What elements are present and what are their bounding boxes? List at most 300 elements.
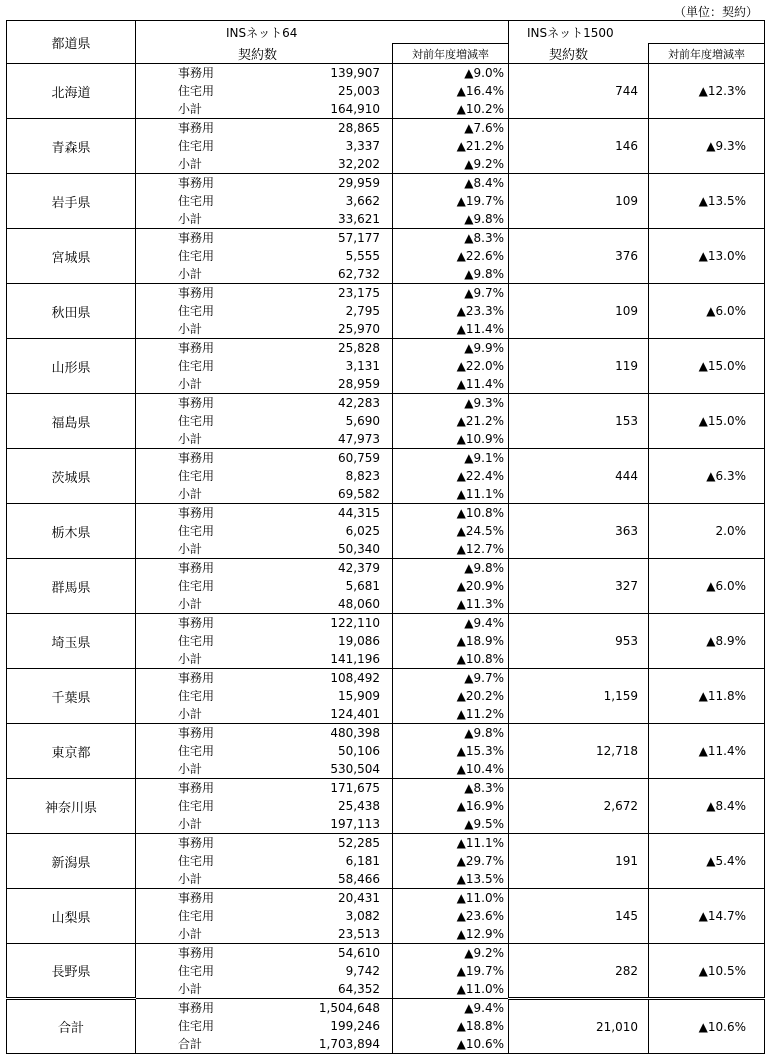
ins1500-contract-count: 376 — [509, 229, 649, 284]
prefecture-name: 山形県 — [7, 339, 136, 394]
yoy-rate: ▲22.0% — [456, 359, 504, 373]
contract-type-label: 小計 — [178, 102, 203, 116]
ins1500-yoy-rate: 2.0% — [649, 504, 765, 559]
contract-line — [178, 339, 380, 357]
contract-line — [178, 394, 380, 412]
contract-line — [178, 889, 380, 907]
yoy-rate: ▲7.6% — [464, 121, 504, 135]
ins1500-contract-count: 119 — [509, 339, 649, 394]
yoy-rate: ▲21.2% — [456, 139, 504, 153]
contract-line — [178, 834, 380, 852]
ins64-yoy-cell — [393, 284, 509, 339]
contract-line — [178, 449, 380, 467]
contract-type-label: 小計 — [178, 762, 203, 776]
contract-count: 48,060 — [338, 597, 380, 611]
contract-count: 5,690 — [345, 414, 380, 428]
contract-type-label: 合計 — [178, 1037, 203, 1051]
contract-count: 25,003 — [338, 84, 380, 98]
yoy-rate: ▲9.2% — [464, 946, 504, 960]
contract-line — [178, 1017, 380, 1035]
table-row — [7, 174, 765, 229]
contract-type-label: 小計 — [178, 157, 203, 171]
contract-line — [178, 210, 380, 228]
contract-count: 164,910 — [330, 102, 380, 116]
prefecture-name: 長野県 — [7, 944, 136, 999]
table-body — [7, 64, 765, 1054]
contract-type-label: 小計 — [178, 377, 203, 391]
ins64-contracts-cell — [136, 944, 393, 999]
contract-line — [178, 485, 380, 503]
contract-line — [178, 999, 380, 1017]
contract-count: 480,398 — [330, 726, 380, 740]
ins1500-contract-count: 1,159 — [509, 669, 649, 724]
contract-count: 3,662 — [345, 194, 380, 208]
contract-count: 25,970 — [338, 322, 380, 336]
ins1500-contract-count: 191 — [509, 834, 649, 889]
contract-type-label: 住宅用 — [178, 359, 215, 373]
prefecture-name: 群馬県 — [7, 559, 136, 614]
ins64-yoy-cell — [393, 559, 509, 614]
contract-type-label: 小計 — [178, 872, 203, 886]
header-ins64-contracts: 契約数 — [136, 44, 393, 64]
contract-count: 9,742 — [345, 964, 380, 978]
yoy-rate: ▲9.5% — [464, 817, 504, 831]
contract-type-label: 住宅用 — [178, 909, 215, 923]
contract-type-label: 住宅用 — [178, 194, 215, 208]
ins64-yoy-cell — [393, 119, 509, 174]
prefecture-name: 合計 — [7, 999, 136, 1054]
table-row — [7, 64, 765, 119]
ins64-yoy-cell — [393, 834, 509, 889]
contract-count: 23,175 — [338, 286, 380, 300]
contract-type-label: 住宅用 — [178, 964, 215, 978]
yoy-rate: ▲9.4% — [464, 616, 504, 630]
contract-line — [178, 687, 380, 705]
header-ins64-yoy: 対前年度増減率 — [393, 44, 509, 64]
prefecture-name: 新潟県 — [7, 834, 136, 889]
contract-type-label: 小計 — [178, 267, 203, 281]
contract-type-label: 住宅用 — [178, 634, 215, 648]
ins1500-yoy-rate: ▲15.0% — [649, 394, 765, 449]
ins1500-yoy-rate: ▲6.0% — [649, 559, 765, 614]
contract-type-label: 事務用 — [178, 616, 215, 630]
table-row — [7, 229, 765, 284]
table-row — [7, 944, 765, 999]
ins64-contracts-cell — [136, 999, 393, 1054]
yoy-rate: ▲10.9% — [456, 432, 504, 446]
ins1500-contract-count: 363 — [509, 504, 649, 559]
contract-count: 44,315 — [338, 506, 380, 520]
contract-type-label: 事務用 — [178, 286, 215, 300]
ins64-contracts-cell — [136, 779, 393, 834]
contract-count: 57,177 — [338, 231, 380, 245]
yoy-rate: ▲11.1% — [456, 487, 504, 501]
contract-type-label: 住宅用 — [178, 524, 215, 538]
contract-count: 19,086 — [338, 634, 380, 648]
ins1500-contract-count: 744 — [509, 64, 649, 119]
prefecture-name: 東京都 — [7, 724, 136, 779]
contract-count: 8,823 — [345, 469, 380, 483]
yoy-rate: ▲10.8% — [456, 506, 504, 520]
prefecture-name: 埼玉県 — [7, 614, 136, 669]
ins1500-yoy-rate: ▲10.6% — [649, 999, 765, 1054]
contract-type-label: 小計 — [178, 322, 203, 336]
ins64-contracts-cell — [136, 284, 393, 339]
ins64-contracts-cell — [136, 559, 393, 614]
contract-count: 5,555 — [345, 249, 380, 263]
ins1500-yoy-rate: ▲5.4% — [649, 834, 765, 889]
yoy-rate: ▲11.0% — [456, 891, 504, 905]
yoy-rate: ▲20.9% — [456, 579, 504, 593]
ins1500-yoy-rate: ▲8.9% — [649, 614, 765, 669]
contract-count: 199,246 — [330, 1019, 380, 1033]
contract-count: 6,025 — [345, 524, 380, 538]
contract-count: 58,466 — [338, 872, 380, 886]
header-prefecture: 都道県 — [7, 21, 136, 64]
yoy-rate: ▲23.3% — [456, 304, 504, 318]
contract-line — [178, 375, 380, 393]
contract-count: 54,610 — [338, 946, 380, 960]
contract-count: 1,703,894 — [318, 1037, 380, 1051]
contract-count: 3,337 — [345, 139, 380, 153]
prefecture-name: 栃木県 — [7, 504, 136, 559]
yoy-rate: ▲11.0% — [456, 982, 504, 996]
ins1500-contract-count: 282 — [509, 944, 649, 999]
contract-type-label: 事務用 — [178, 121, 215, 135]
contract-type-label: 住宅用 — [178, 249, 215, 263]
ins64-yoy-cell — [393, 174, 509, 229]
contract-type-label: 小計 — [178, 487, 203, 501]
contract-line — [178, 742, 380, 760]
contract-count: 50,106 — [338, 744, 380, 758]
ins64-yoy-cell — [393, 504, 509, 559]
contract-line — [178, 724, 380, 742]
contract-type-label: 小計 — [178, 927, 203, 941]
ins64-yoy-cell — [393, 944, 509, 999]
yoy-rate: ▲9.8% — [464, 267, 504, 281]
contract-count: 64,352 — [338, 982, 380, 996]
table-row — [7, 339, 765, 394]
ins1500-contract-count: 109 — [509, 174, 649, 229]
contract-count: 42,283 — [338, 396, 380, 410]
ins64-yoy-cell — [393, 889, 509, 944]
contract-line — [178, 595, 380, 613]
table-row — [7, 724, 765, 779]
contract-type-label: 住宅用 — [178, 854, 215, 868]
contract-type-label: 事務用 — [178, 1001, 215, 1015]
contract-type-label: 住宅用 — [178, 414, 215, 428]
ins64-contracts-cell — [136, 339, 393, 394]
ins1500-contract-count: 109 — [509, 284, 649, 339]
ins64-contracts-cell — [136, 834, 393, 889]
contract-type-label: 事務用 — [178, 836, 215, 850]
header-ins1500: INSネット1500 — [509, 21, 765, 44]
contract-line — [178, 119, 380, 137]
yoy-rate: ▲9.3% — [464, 396, 504, 410]
ins64-yoy-cell — [393, 999, 509, 1054]
unit-note: （単位：契約） — [673, 5, 758, 19]
contract-type-label: 住宅用 — [178, 304, 215, 318]
contract-count: 141,196 — [330, 652, 380, 666]
yoy-rate: ▲13.5% — [456, 872, 504, 886]
contract-type-label: 小計 — [178, 597, 203, 611]
contract-line — [178, 522, 380, 540]
ins1500-yoy-rate: ▲8.4% — [649, 779, 765, 834]
contract-count: 29,959 — [338, 176, 380, 190]
contract-line — [178, 320, 380, 338]
contract-line — [178, 944, 380, 962]
prefecture-name: 宮城県 — [7, 229, 136, 284]
ins1500-yoy-rate: ▲13.0% — [649, 229, 765, 284]
table-row — [7, 614, 765, 669]
yoy-rate: ▲22.6% — [456, 249, 504, 263]
contract-count: 25,438 — [338, 799, 380, 813]
ins1500-contract-count: 145 — [509, 889, 649, 944]
yoy-rate: ▲12.7% — [456, 542, 504, 556]
prefecture-name: 茨城県 — [7, 449, 136, 504]
table-row — [7, 779, 765, 834]
contract-line — [178, 64, 380, 82]
ins1500-yoy-rate: ▲6.3% — [649, 449, 765, 504]
contract-line — [178, 907, 380, 925]
contract-line — [178, 705, 380, 723]
contract-count: 6,181 — [345, 854, 380, 868]
contract-type-label: 事務用 — [178, 176, 215, 190]
yoy-rate: ▲29.7% — [456, 854, 504, 868]
contract-count: 139,907 — [330, 66, 380, 80]
table-row — [7, 999, 765, 1054]
contract-count: 530,504 — [330, 762, 380, 776]
yoy-rate: ▲8.4% — [464, 176, 504, 190]
prefecture-name: 北海道 — [7, 64, 136, 119]
yoy-rate: ▲18.8% — [456, 1019, 504, 1033]
yoy-rate: ▲19.7% — [456, 194, 504, 208]
yoy-rate: ▲11.4% — [456, 322, 504, 336]
ins1500-yoy-rate: ▲15.0% — [649, 339, 765, 394]
yoy-rate: ▲10.4% — [456, 762, 504, 776]
contract-line — [178, 962, 380, 980]
ins64-yoy-cell — [393, 449, 509, 504]
header-ins64: INSネット64 — [136, 21, 509, 44]
contract-line — [178, 632, 380, 650]
contract-line — [178, 925, 380, 943]
yoy-rate: ▲11.3% — [456, 597, 504, 611]
ins1500-yoy-rate: ▲12.3% — [649, 64, 765, 119]
ins64-yoy-cell — [393, 779, 509, 834]
ins64-contracts-cell — [136, 669, 393, 724]
contract-type-label: 事務用 — [178, 341, 215, 355]
yoy-rate: ▲9.8% — [464, 212, 504, 226]
table-row — [7, 834, 765, 889]
yoy-rate: ▲9.1% — [464, 451, 504, 465]
contract-count: 23,513 — [338, 927, 380, 941]
contract-line — [178, 247, 380, 265]
ins64-contracts-cell — [136, 889, 393, 944]
contract-line — [178, 137, 380, 155]
contract-line — [178, 174, 380, 192]
yoy-rate: ▲9.8% — [464, 561, 504, 575]
prefecture-name: 神奈川県 — [7, 779, 136, 834]
contract-line — [178, 614, 380, 632]
contract-line — [178, 155, 380, 173]
contract-type-label: 事務用 — [178, 561, 215, 575]
yoy-rate: ▲9.8% — [464, 726, 504, 740]
ins64-yoy-cell — [393, 229, 509, 284]
contract-count: 69,582 — [338, 487, 380, 501]
yoy-rate: ▲11.2% — [456, 707, 504, 721]
contract-type-label: 住宅用 — [178, 689, 215, 703]
contract-line — [178, 852, 380, 870]
contract-line — [178, 797, 380, 815]
contract-type-label: 小計 — [178, 982, 203, 996]
contract-count: 20,431 — [338, 891, 380, 905]
ins1500-yoy-rate: ▲13.5% — [649, 174, 765, 229]
prefecture-name: 千葉県 — [7, 669, 136, 724]
contract-type-label: 住宅用 — [178, 579, 215, 593]
ins1500-contract-count: 327 — [509, 559, 649, 614]
yoy-rate: ▲11.1% — [456, 836, 504, 850]
yoy-rate: ▲8.3% — [464, 781, 504, 795]
contract-line — [178, 1035, 380, 1053]
ins1500-contract-count: 146 — [509, 119, 649, 174]
contract-type-label: 小計 — [178, 652, 203, 666]
header-ins1500-yoy: 対前年度増減率 — [649, 44, 765, 64]
header-ins1500-contracts: 契約数 — [509, 44, 649, 64]
contract-type-label: 小計 — [178, 432, 203, 446]
ins64-contracts-cell — [136, 614, 393, 669]
contract-type-label: 住宅用 — [178, 799, 215, 813]
contract-line — [178, 760, 380, 778]
yoy-rate: ▲10.8% — [456, 652, 504, 666]
table-row — [7, 394, 765, 449]
ins1500-contract-count: 2,672 — [509, 779, 649, 834]
yoy-rate: ▲16.9% — [456, 799, 504, 813]
contract-count: 25,828 — [338, 341, 380, 355]
prefecture-name: 山梨県 — [7, 889, 136, 944]
ins64-yoy-cell — [393, 339, 509, 394]
contract-type-label: 事務用 — [178, 891, 215, 905]
yoy-rate: ▲19.7% — [456, 964, 504, 978]
contract-count: 33,621 — [338, 212, 380, 226]
contract-line — [178, 577, 380, 595]
contract-type-label: 事務用 — [178, 66, 215, 80]
contract-count: 50,340 — [338, 542, 380, 556]
table-row — [7, 889, 765, 944]
contract-count: 5,681 — [345, 579, 380, 593]
contract-line — [178, 467, 380, 485]
contract-line — [178, 265, 380, 283]
contract-line — [178, 559, 380, 577]
contract-count: 3,082 — [345, 909, 380, 923]
prefecture-name: 岩手県 — [7, 174, 136, 229]
ins64-yoy-cell — [393, 669, 509, 724]
yoy-rate: ▲18.9% — [456, 634, 504, 648]
ins1500-yoy-rate: ▲6.0% — [649, 284, 765, 339]
contract-count: 47,973 — [338, 432, 380, 446]
contract-line — [178, 540, 380, 558]
table-row — [7, 284, 765, 339]
contract-type-label: 事務用 — [178, 671, 215, 685]
ins1500-contract-count: 12,718 — [509, 724, 649, 779]
contract-line — [178, 302, 380, 320]
contract-type-label: 事務用 — [178, 396, 215, 410]
contract-type-label: 住宅用 — [178, 139, 215, 153]
ins1500-yoy-rate: ▲9.3% — [649, 119, 765, 174]
contract-type-label: 事務用 — [178, 781, 215, 795]
yoy-rate: ▲16.4% — [456, 84, 504, 98]
contract-type-label: 事務用 — [178, 451, 215, 465]
table-row — [7, 449, 765, 504]
contract-type-label: 小計 — [178, 542, 203, 556]
contract-count: 108,492 — [330, 671, 380, 685]
contract-count: 2,795 — [345, 304, 380, 318]
contract-count: 62,732 — [338, 267, 380, 281]
contract-line — [178, 284, 380, 302]
ins64-contracts-cell — [136, 119, 393, 174]
contract-line — [178, 100, 380, 118]
ins64-yoy-cell — [393, 64, 509, 119]
contract-line — [178, 650, 380, 668]
table-row — [7, 669, 765, 724]
ins1500-contract-count: 153 — [509, 394, 649, 449]
yoy-rate: ▲21.2% — [456, 414, 504, 428]
yoy-rate: ▲10.6% — [456, 1037, 504, 1051]
yoy-rate: ▲12.9% — [456, 927, 504, 941]
contract-count: 28,959 — [338, 377, 380, 391]
contract-count: 1,504,648 — [318, 1001, 380, 1015]
ins64-contracts-cell — [136, 174, 393, 229]
contracts-table — [6, 20, 765, 1054]
yoy-rate: ▲9.7% — [464, 286, 504, 300]
contract-count: 42,379 — [338, 561, 380, 575]
yoy-rate: ▲9.0% — [464, 66, 504, 80]
contract-count: 60,759 — [338, 451, 380, 465]
contract-line — [178, 669, 380, 687]
ins64-contracts-cell — [136, 504, 393, 559]
ins64-contracts-cell — [136, 394, 393, 449]
ins64-yoy-cell — [393, 394, 509, 449]
yoy-rate: ▲9.4% — [464, 1001, 504, 1015]
contract-line — [178, 229, 380, 247]
ins1500-contract-count: 444 — [509, 449, 649, 504]
contract-count: 32,202 — [338, 157, 380, 171]
contract-count: 124,401 — [330, 707, 380, 721]
contract-line — [178, 815, 380, 833]
contract-count: 3,131 — [345, 359, 380, 373]
contract-count: 28,865 — [338, 121, 380, 135]
contract-count: 197,113 — [330, 817, 380, 831]
yoy-rate: ▲22.4% — [456, 469, 504, 483]
yoy-rate: ▲8.3% — [464, 231, 504, 245]
contract-count: 171,675 — [330, 781, 380, 795]
ins64-yoy-cell — [393, 724, 509, 779]
contract-line — [178, 980, 380, 998]
ins1500-yoy-rate: ▲10.5% — [649, 944, 765, 999]
ins1500-yoy-rate: ▲14.7% — [649, 889, 765, 944]
contract-count: 15,909 — [338, 689, 380, 703]
yoy-rate: ▲9.2% — [464, 157, 504, 171]
yoy-rate: ▲15.3% — [456, 744, 504, 758]
contract-line — [178, 412, 380, 430]
ins1500-contract-count: 953 — [509, 614, 649, 669]
contract-type-label: 住宅用 — [178, 744, 215, 758]
contract-type-label: 小計 — [178, 817, 203, 831]
contract-line — [178, 357, 380, 375]
table-row — [7, 119, 765, 174]
yoy-rate: ▲9.7% — [464, 671, 504, 685]
ins64-contracts-cell — [136, 449, 393, 504]
contract-type-label: 小計 — [178, 707, 203, 721]
